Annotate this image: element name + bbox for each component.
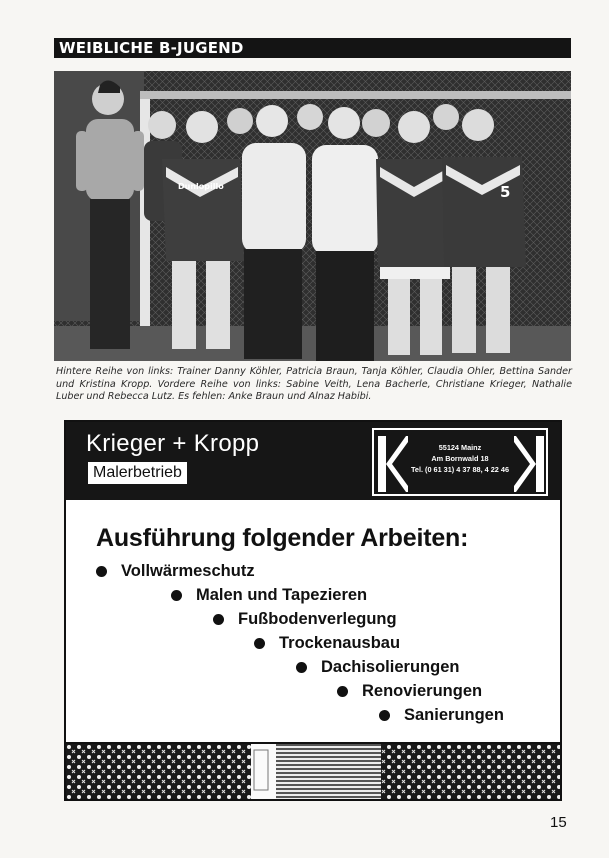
ad-header xyxy=(66,422,560,500)
photo-caption: Hintere Reihe von links: Trainer Danny Köhler, Patricia Braun, Tanja Köhler, Claudia Ohler, Bettina Sander und Kristina Kropp. Vordere Reihe von links: Sabine Veith, Lena Bacherle, Christiane Krieger, Nathalie Luber und Rebecca Lutz. Es fehlen: Anke Braun und Alnaz Habibi. xyxy=(56,366,572,403)
section-title: WEIBLICHE B-JUGEND xyxy=(54,38,571,58)
bullet-icon xyxy=(96,566,107,577)
services-headline: Ausführung folgender Arbeiten: xyxy=(96,524,469,552)
bullet-icon xyxy=(379,710,390,721)
bullet-icon xyxy=(171,590,182,601)
bullet-icon xyxy=(213,614,224,625)
service-label: Vollwärmeschutz xyxy=(121,562,255,580)
logo-k-left-icon xyxy=(378,436,408,492)
service-item xyxy=(296,658,459,677)
jersey-number: 5 xyxy=(500,183,511,201)
service-item xyxy=(96,562,255,581)
service-label: Dachisolierungen xyxy=(321,658,460,676)
logo-k-right-icon xyxy=(514,436,544,492)
service-label: Malen und Tapezieren xyxy=(196,586,368,604)
service-label: Fußbodenverlegung xyxy=(238,610,397,628)
service-label: Trockenausbau xyxy=(279,634,401,652)
company-logo xyxy=(372,428,548,496)
service-item xyxy=(254,634,400,653)
bullet-icon xyxy=(254,638,265,649)
bullet-icon xyxy=(337,686,348,697)
service-item xyxy=(213,610,397,629)
ad-services xyxy=(66,500,560,740)
service-item xyxy=(337,682,482,701)
team-photo xyxy=(54,71,571,361)
company-name: Krieger + Kropp xyxy=(86,430,260,457)
company-subtitle: Malerbetrieb xyxy=(88,462,187,484)
jersey-label: Dunlopillo xyxy=(178,182,224,191)
address-line: Tel. (0 61 31) 4 37 88, 4 22 46 xyxy=(410,465,510,474)
service-label: Renovierungen xyxy=(362,682,483,700)
address-line: Am Bornwald 18 xyxy=(431,454,489,463)
bullet-icon xyxy=(296,662,307,673)
advertisement xyxy=(64,420,562,801)
page-number: 15 xyxy=(550,814,567,831)
address-line: 55124 Mainz xyxy=(438,443,482,452)
service-label: Sanierungen xyxy=(404,706,504,724)
service-item xyxy=(379,706,504,725)
ad-footer-pattern xyxy=(66,742,560,799)
company-address xyxy=(406,442,514,475)
service-item xyxy=(171,586,367,605)
